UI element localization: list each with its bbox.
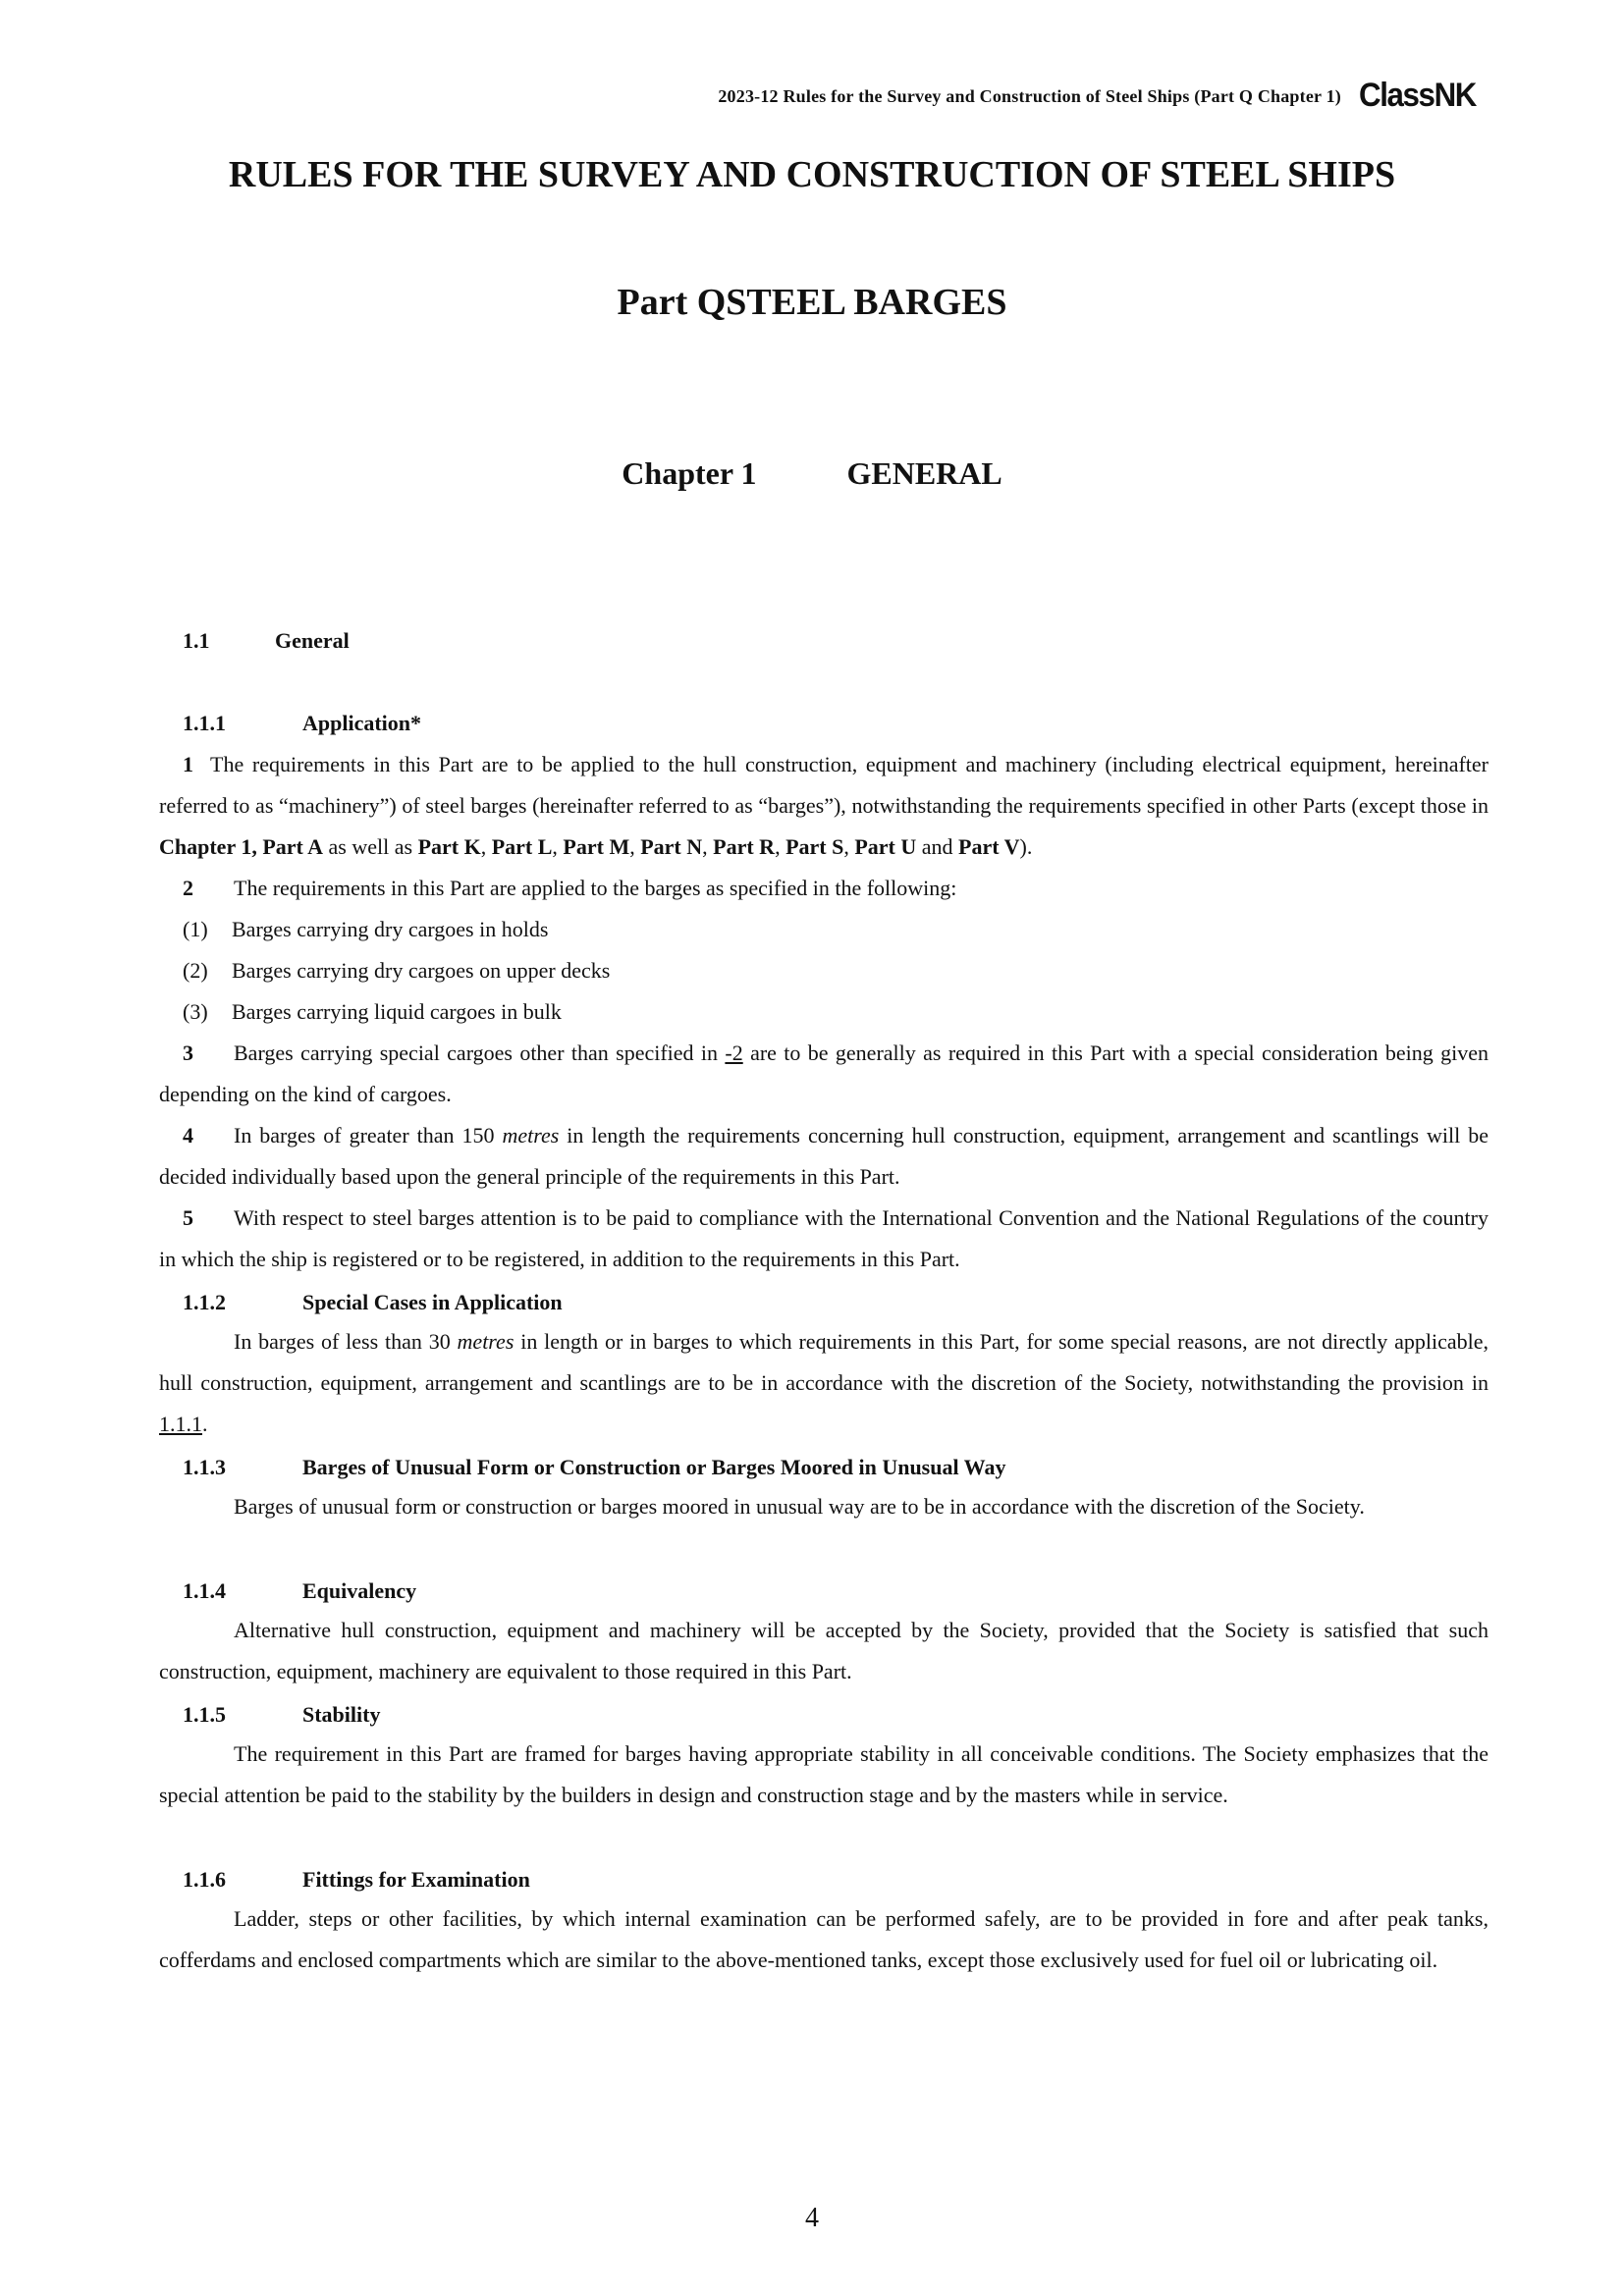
paragraph-number: 1 [183, 752, 193, 776]
subsection-title: Fittings for Examination [302, 1867, 530, 1892]
ref-part-u[interactable]: Part U [854, 834, 917, 859]
cross-reference-link[interactable]: 1.1.1 [159, 1412, 202, 1436]
unit-text: metres [502, 1123, 560, 1148]
section-heading-1-1 [183, 628, 350, 654]
paragraph-text: as well as [323, 834, 418, 859]
running-title: 2023-12 Rules for the Survey and Construction of Steel Ships (Part Q Chapter 1) [718, 86, 1341, 106]
paragraph-4 [159, 1115, 1489, 1198]
separator: , [552, 834, 564, 859]
paragraph-text: The requirements in this Part are to be applied to the hull construction, equipment and machinery (including electrical equipment, hereinafter referred to as “machinery”) of steel barges (hereinafter referred to as “barges”), notwithstanding the requirements specified in other Parts (except those in [159, 752, 1489, 818]
ref-part-k[interactable]: Part K [417, 834, 481, 859]
paragraph-text: . [202, 1412, 208, 1436]
subsection-number: 1.1.2 [183, 1290, 226, 1314]
subsection-heading-1-1-1 [183, 711, 421, 736]
paragraph-2 [159, 868, 1489, 909]
page-number: 4 [805, 2203, 819, 2233]
list-item [159, 991, 562, 1033]
paragraph-5 [159, 1198, 1489, 1280]
subsection-title: Equivalency [302, 1578, 417, 1603]
section-number: 1.1 [183, 628, 210, 653]
paragraph-text: In barges of less than 30 [234, 1329, 458, 1354]
document-title: RULES FOR THE SURVEY AND CONSTRUCTION OF STEEL SHIPS [228, 154, 1396, 195]
subsection-number: 1.1.1 [183, 711, 226, 735]
paragraph-text: ). [1019, 834, 1033, 859]
separator: , [702, 834, 714, 859]
part-title: Part QSTEEL BARGES [617, 282, 1007, 323]
paragraph-number: 4 [183, 1123, 193, 1148]
paragraph-3 [159, 1033, 1489, 1115]
subsection-number: 1.1.5 [183, 1702, 226, 1727]
paragraph-text: In barges of greater than 150 [234, 1123, 503, 1148]
subsection-number: 1.1.6 [183, 1867, 226, 1892]
paragraph-text: Ladder, steps or other facilities, by which internal examination can be performed safely, are to be provided in fore and after peak tanks, cofferdams and enclosed compartments which are similar to the above-mentioned tanks, except those exclusively used for fuel oil or lubricating oil. [159, 1906, 1489, 1972]
ref-part-m[interactable]: Part M [563, 834, 630, 859]
subsection-title: Special Cases in Application [302, 1290, 563, 1314]
paragraph-equivalency [159, 1610, 1489, 1692]
subsection-heading-1-1-4 [183, 1578, 416, 1604]
paragraph-text: in length the requirements concerning hull construction, equipment, arrangement and scantlings will be decided individually based upon the general principle of the requirements in this Part. [159, 1123, 1489, 1189]
classnk-logo: ClassNK [1359, 77, 1476, 114]
chapter-name: GENERAL [846, 455, 1002, 491]
section-title: General [275, 628, 350, 653]
separator: , [480, 834, 492, 859]
list-item-text: Barges carrying dry cargoes in holds [232, 917, 549, 941]
separator: , [629, 834, 641, 859]
subsection-number: 1.1.4 [183, 1578, 226, 1603]
separator: , [775, 834, 786, 859]
list-item [159, 950, 610, 991]
paragraph-text: With respect to steel barges attention is to be paid to compliance with the International Convention and the National Regulations of the country in which the ship is registered or to be registered, in addition to the requirements in this Part. [159, 1205, 1489, 1271]
ref-part-n[interactable]: Part N [640, 834, 703, 859]
paragraph-text: The requirement in this Part are framed for barges having appropriate stability in all conceivable conditions. The Society emphasizes that the special attention be paid to the stability by the builders in design and construction stage and by the masters while in service. [159, 1741, 1489, 1807]
subsection-heading-1-1-2 [183, 1290, 563, 1315]
paragraph-text: The requirements in this Part are applied to the barges as specified in the following: [234, 876, 957, 900]
subsection-heading-1-1-6 [183, 1867, 530, 1893]
subsection-title: Application* [302, 711, 422, 735]
subsection-number: 1.1.3 [183, 1455, 226, 1479]
running-header [0, 77, 1624, 116]
chapter-heading [0, 455, 1624, 492]
paragraph-text: Alternative hull construction, equipment and machinery will be accepted by the Society, provided that the Society is satisfied that such construction, equipment, machinery are equivalent to those required in this Part. [159, 1618, 1489, 1683]
paragraph-stability [159, 1734, 1489, 1816]
paragraph-special-cases [159, 1321, 1489, 1445]
list-item [159, 909, 548, 950]
list-item-label: (1) [183, 917, 208, 941]
paragraph-unusual-form [159, 1486, 1489, 1527]
list-item-text: Barges carrying liquid cargoes in bulk [232, 999, 562, 1024]
paragraph-text: Barges carrying special cargoes other than specified in [234, 1041, 726, 1065]
paragraph-text: are to be generally as required in this Part with a special consideration being given depending on the kind of cargoes. [159, 1041, 1489, 1106]
subsection-title: Barges of Unusual Form or Construction or Barges Moored in Unusual Way [302, 1455, 1006, 1479]
paragraph-fittings [159, 1898, 1489, 1981]
ref-part-v[interactable]: Part V [958, 834, 1020, 859]
subsection-heading-1-1-3 [183, 1455, 1005, 1480]
list-item-label: (3) [183, 999, 208, 1024]
cross-reference-link[interactable]: -2 [725, 1041, 743, 1065]
chapter-number: Chapter 1 [622, 455, 757, 491]
paragraph-text: in length or in barges to which requirements in this Part, for some special reasons, are not directly applicable, hull construction, equipment, arrangement and scantlings are to be in accordance with the discretion of the Society, notwithstanding the provision in [159, 1329, 1489, 1395]
paragraph-1 [159, 744, 1489, 868]
ref-chapter-1-part-a[interactable]: Chapter 1, Part A [159, 834, 324, 859]
ref-part-s[interactable]: Part S [785, 834, 844, 859]
ref-part-l[interactable]: Part L [491, 834, 553, 859]
paragraph-text: Barges of unusual form or construction or barges moored in unusual way are to be in accordance with the discretion of the Society. [234, 1494, 1365, 1519]
unit-text: metres [457, 1329, 514, 1354]
ref-part-r[interactable]: Part R [713, 834, 776, 859]
list-item-text: Barges carrying dry cargoes on upper decks [232, 958, 611, 983]
subsection-title: Stability [302, 1702, 381, 1727]
paragraph-text: and [916, 834, 959, 859]
paragraph-number: 3 [183, 1041, 193, 1065]
paragraph-number: 5 [183, 1205, 193, 1230]
separator: , [843, 834, 855, 859]
paragraph-number: 2 [183, 876, 193, 900]
list-item-label: (2) [183, 958, 208, 983]
subsection-heading-1-1-5 [183, 1702, 380, 1728]
